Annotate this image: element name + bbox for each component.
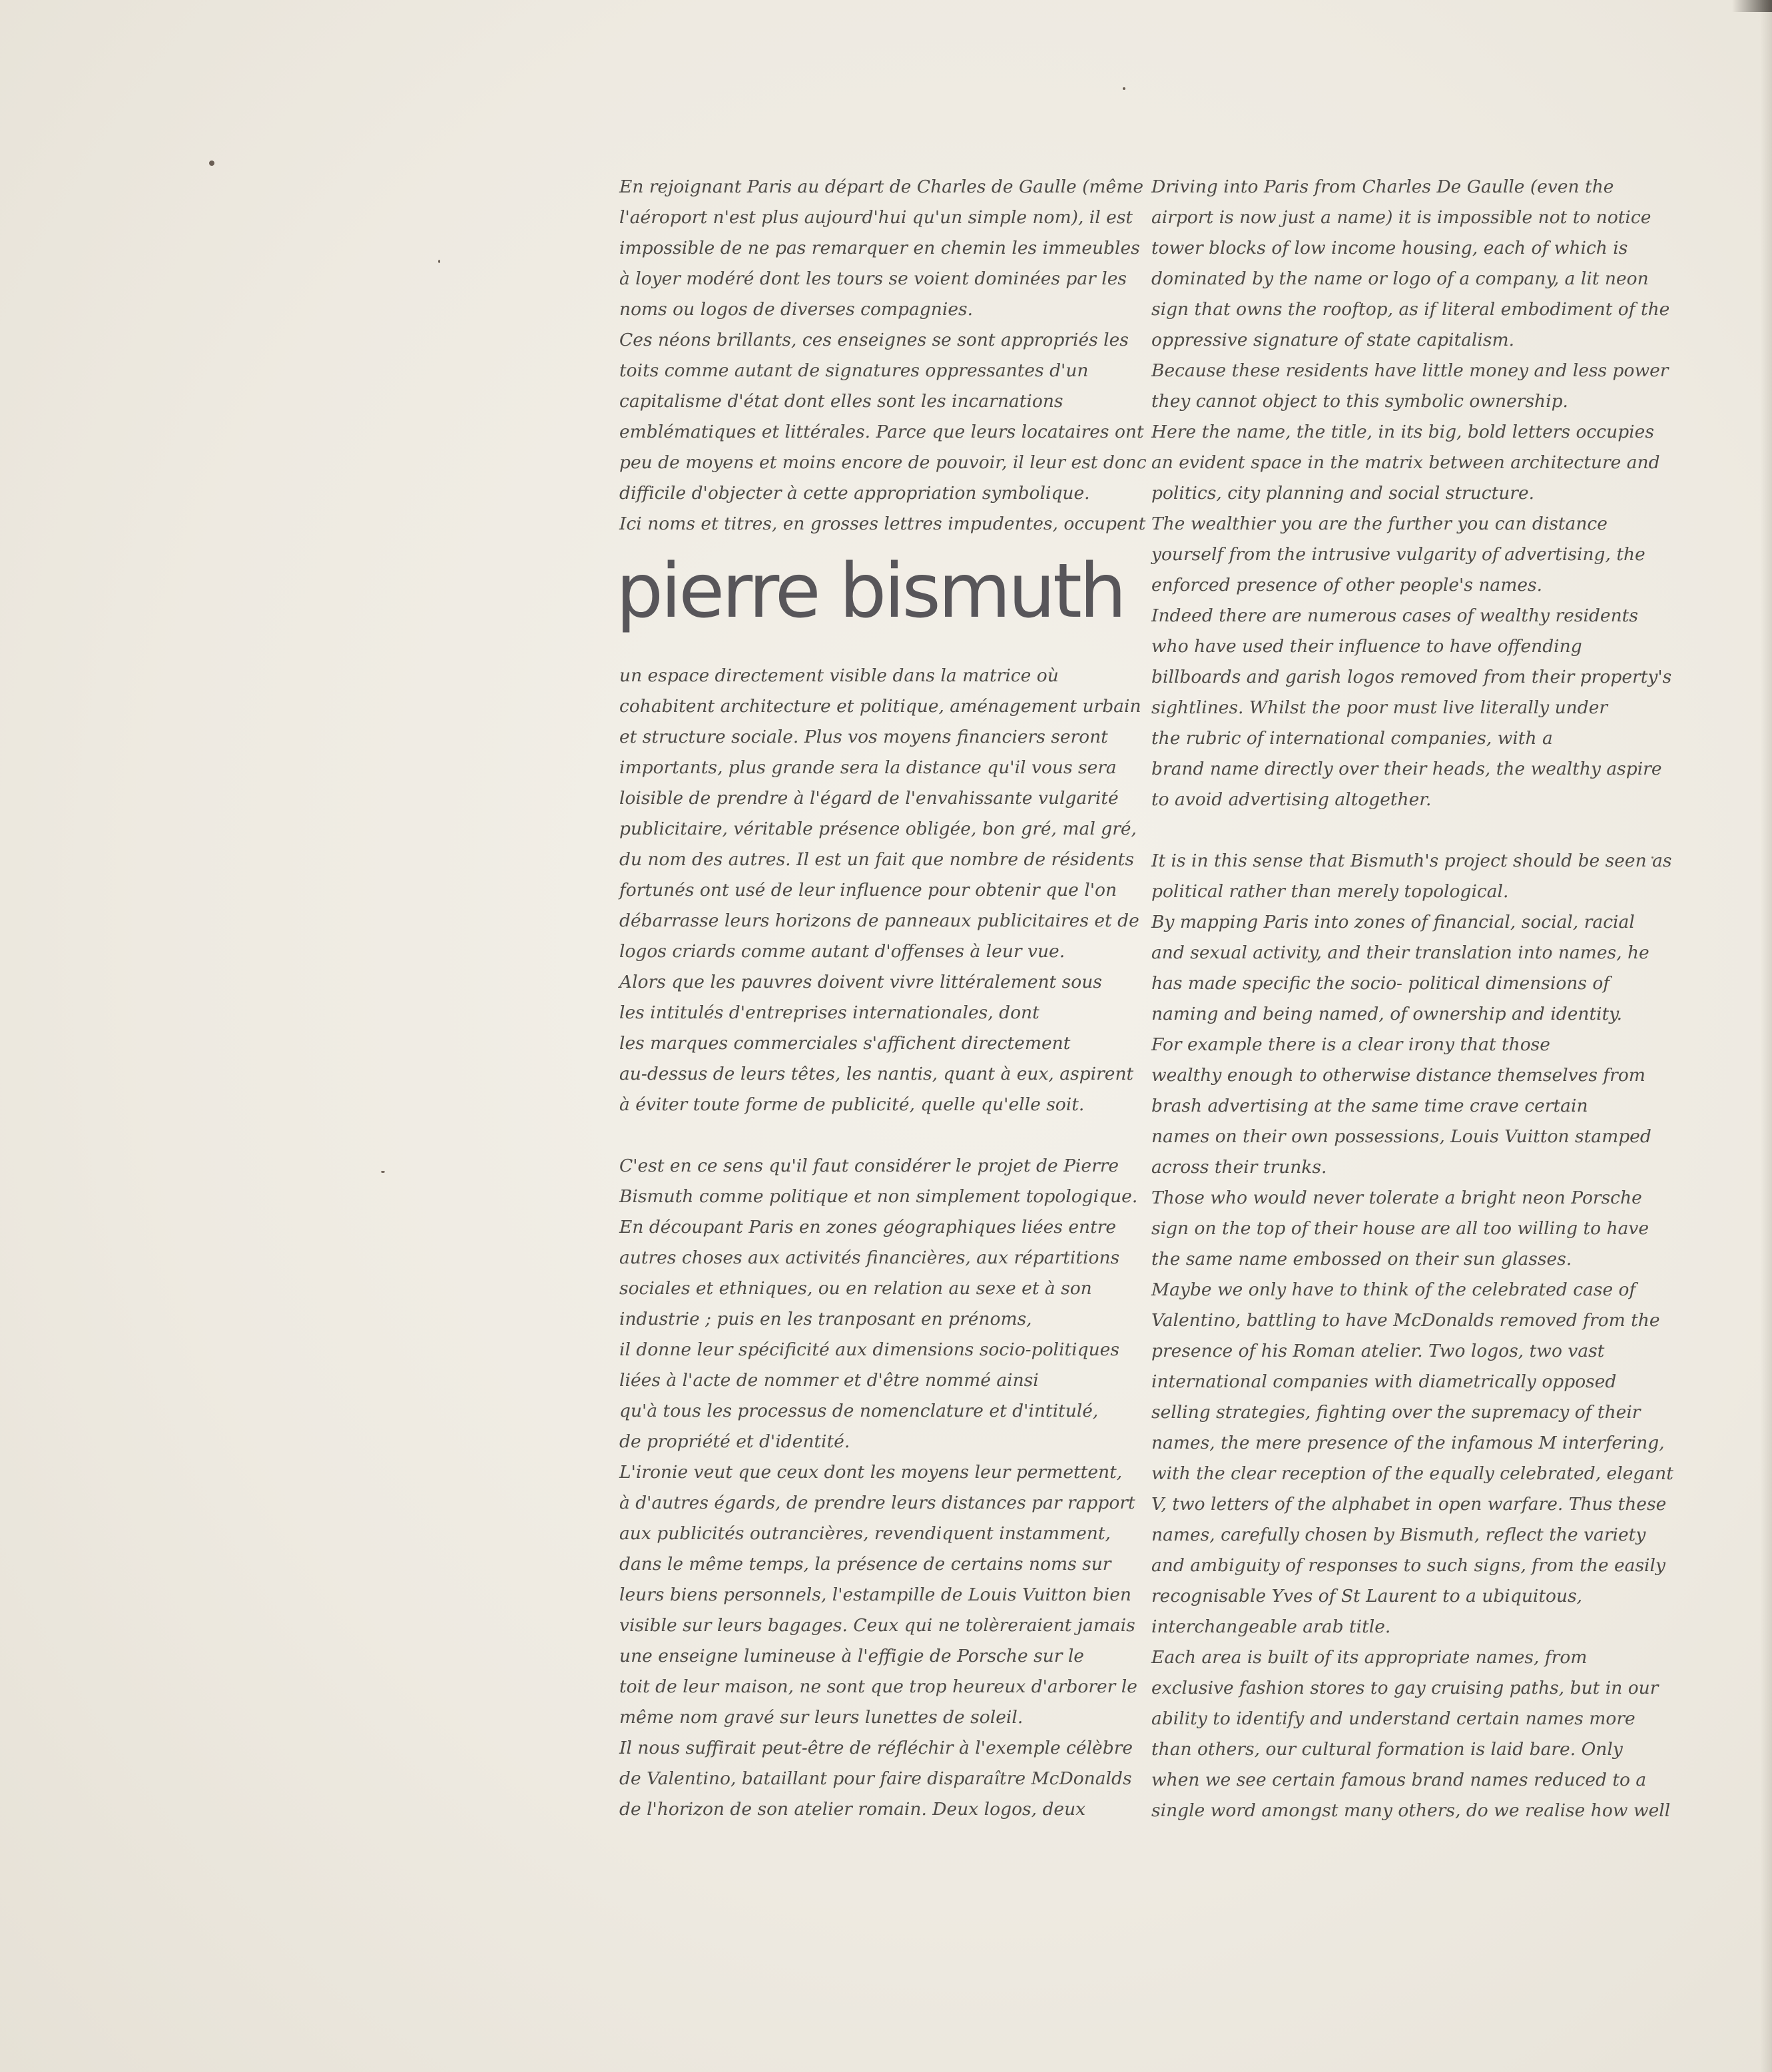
text-line: à éviter toute forme de publicité, quelle qu'elle soit. bbox=[619, 1094, 1085, 1115]
text-line: names on their own possessions, Louis Vuitton stamped bbox=[1151, 1126, 1651, 1147]
text-line: brand name directly over their heads, the wealthy aspire bbox=[1151, 759, 1662, 779]
text-line: cohabitent architecture et politique, aménagement urbain bbox=[619, 696, 1141, 717]
text-line: à loyer modéré dont les tours se voient dominées par les bbox=[619, 268, 1127, 289]
text-line: enforced presence of other people's names. bbox=[1151, 575, 1543, 595]
text-line: Il nous suffirait peut-être de réfléchir à l'exemple célèbre bbox=[619, 1738, 1133, 1758]
artist-name-title: pierre bismuth bbox=[616, 548, 1124, 635]
text-line: une enseigne lumineuse à l'effigie de Porsche sur le bbox=[619, 1646, 1084, 1666]
text-line: has made specific the socio- political dimensions of bbox=[1151, 973, 1610, 994]
text-line: selling strategies, fighting over the supremacy of their bbox=[1151, 1402, 1641, 1423]
text-line: presence of his Roman atelier. Two logos, two vast bbox=[1151, 1341, 1605, 1361]
text-line: visible sur leurs bagages. Ceux qui ne tolèreraient jamais bbox=[619, 1615, 1135, 1636]
text-line: and ambiguity of responses to such signs, from the easily bbox=[1151, 1555, 1665, 1576]
text-line: Because these residents have little money and less power bbox=[1151, 360, 1669, 381]
text-line: leurs biens personnels, l'estampille de Louis Vuitton bien bbox=[619, 1584, 1131, 1605]
text-line: En rejoignant Paris au départ de Charles de Gaulle (même bbox=[619, 176, 1144, 197]
text-line: Each area is built of its appropriate names, from bbox=[1151, 1647, 1588, 1668]
paper-speck bbox=[381, 1171, 385, 1173]
text-line: to avoid advertising altogether. bbox=[1151, 789, 1432, 810]
text-line: impossible de ne pas remarquer en chemin les immeubles bbox=[619, 238, 1140, 258]
text-line: For example there is a clear irony that those bbox=[1151, 1034, 1550, 1055]
text-line: sign that owns the rooftop, as if literal embodiment of the bbox=[1151, 299, 1670, 320]
text-line: les marques commerciales s'affichent directement bbox=[619, 1033, 1071, 1054]
text-line: En découpant Paris en zones géographiques liées entre bbox=[619, 1217, 1117, 1237]
text-line: naming and being named, of ownership and identity. bbox=[1151, 1004, 1623, 1024]
text-line: C'est en ce sens qu'il faut considérer le projet de Pierre bbox=[619, 1156, 1119, 1176]
french-text-column-top bbox=[619, 172, 1147, 539]
text-line: the rubric of international companies, with a bbox=[1151, 728, 1553, 749]
text-line: airport is now just a name) it is impossible not to notice bbox=[1151, 207, 1651, 228]
text-line: international companies with diametrically opposed bbox=[1151, 1371, 1617, 1392]
text-line: qu'à tous les processus de nomenclature et d'intitulé, bbox=[619, 1401, 1099, 1421]
text-line: names, the mere presence of the infamous M interfering, bbox=[1151, 1433, 1665, 1453]
text-line: exclusive fashion stores to gay cruising paths, but in our bbox=[1151, 1678, 1659, 1698]
text-line: publicitaire, véritable présence obligée, bon gré, mal gré, bbox=[619, 819, 1137, 839]
text-line: than others, our cultural formation is laid bare. Only bbox=[1151, 1739, 1623, 1760]
text-line: brash advertising at the same time crave certain bbox=[1151, 1096, 1588, 1116]
text-line: sightlines. Whilst the poor must live literally under bbox=[1151, 697, 1608, 718]
text-line: Driving into Paris from Charles De Gaulle (even the bbox=[1151, 176, 1614, 197]
text-line: yourself from the intrusive vulgarity of advertising, the bbox=[1151, 544, 1645, 565]
text-line: Here the name, the title, in its big, bold letters occupies bbox=[1151, 422, 1654, 442]
text-line: à d'autres égards, de prendre leurs distances par rapport bbox=[619, 1493, 1135, 1513]
text-line: sociales et ethniques, ou en relation au sexe et à son bbox=[619, 1278, 1092, 1299]
text-line: Valentino, battling to have McDonalds removed from the bbox=[1151, 1310, 1660, 1331]
english-text-column bbox=[1151, 172, 1673, 1826]
french-text-column-bottom bbox=[619, 661, 1141, 1825]
text-line: au-dessus de leurs têtes, les nantis, quant à eux, aspirent bbox=[619, 1064, 1134, 1084]
text-line: de Valentino, bataillant pour faire disparaître McDonalds bbox=[619, 1768, 1132, 1789]
text-line: single word amongst many others, do we realise how well bbox=[1151, 1800, 1671, 1821]
text-line: peu de moyens et moins encore de pouvoir, il leur est donc bbox=[619, 452, 1147, 473]
text-line: débarrasse leurs horizons de panneaux publicitaires et de bbox=[619, 910, 1139, 931]
text-line: toit de leur maison, ne sont que trop heureux d'arborer le bbox=[619, 1676, 1137, 1697]
text-line: V, two letters of the alphabet in open warfare. Thus these bbox=[1151, 1494, 1667, 1515]
text-line: ability to identify and understand certain names more bbox=[1151, 1708, 1635, 1729]
text-line: un espace directement visible dans la matrice où bbox=[619, 665, 1059, 686]
text-line: when we see certain famous brand names reduced to a bbox=[1151, 1770, 1647, 1790]
text-line: with the clear reception of the equally celebrated, elegant bbox=[1151, 1463, 1673, 1484]
text-line: sign on the top of their house are all too willing to have bbox=[1151, 1218, 1649, 1239]
text-line: political rather than merely topological. bbox=[1151, 881, 1509, 902]
text-line: Indeed there are numerous cases of wealthy residents bbox=[1151, 605, 1638, 626]
text-line: loisible de prendre à l'égard de l'envahissante vulgarité bbox=[619, 788, 1119, 809]
text-line: autres choses aux activités financières, aux répartitions bbox=[619, 1247, 1120, 1268]
paper-speck bbox=[438, 260, 440, 263]
text-line: industrie ; puis en les tranposant en prénoms, bbox=[619, 1309, 1032, 1329]
text-line: who have used their influence to have offending bbox=[1151, 636, 1582, 657]
text-line: Alors que les pauvres doivent vivre littéralement sous bbox=[619, 972, 1102, 992]
text-line: billboards and garish logos removed from their property's bbox=[1151, 667, 1672, 687]
text-line: the same name embossed on their sun glasses. bbox=[1151, 1249, 1572, 1269]
text-line: across their trunks. bbox=[1151, 1157, 1327, 1178]
text-line: aux publicités outrancières, revendiquent instamment, bbox=[619, 1523, 1111, 1544]
text-line: de l'horizon de son atelier romain. Deux logos, deux bbox=[619, 1799, 1086, 1820]
text-line: toits comme autant de signatures oppressantes d'un bbox=[619, 360, 1089, 381]
text-line: The wealthier you are the further you can distance bbox=[1151, 514, 1608, 534]
text-line: noms ou logos de diverses compagnies. bbox=[619, 299, 974, 320]
text-line: capitalisme d'état dont elles sont les incarnations bbox=[619, 391, 1063, 412]
text-line: they cannot object to this symbolic ownership. bbox=[1151, 391, 1568, 412]
text-line: emblématiques et littérales. Parce que leurs locataires ont bbox=[619, 422, 1144, 442]
text-line: names, carefully chosen by Bismuth, reflect the variety bbox=[1151, 1525, 1646, 1545]
text-line: dans le même temps, la présence de certains noms sur bbox=[619, 1554, 1111, 1574]
text-line: oppressive signature of state capitalism. bbox=[1151, 330, 1514, 350]
text-line: politics, city planning and social structure. bbox=[1151, 483, 1535, 504]
text-line: importants, plus grande sera la distance qu'il vous sera bbox=[619, 757, 1117, 778]
text-line: fortunés ont usé de leur influence pour obtenir que l'on bbox=[619, 880, 1117, 900]
text-line: liées à l'acte de nommer et d'être nommé ainsi bbox=[619, 1370, 1039, 1391]
text-line: Maybe we only have to think of the celebrated case of bbox=[1151, 1279, 1636, 1300]
text-line: dominated by the name or logo of a company, a lit neon bbox=[1151, 268, 1649, 289]
paragraph-gap bbox=[619, 1120, 1141, 1151]
text-line: Ces néons brillants, ces enseignes se sont appropriés les bbox=[619, 330, 1129, 350]
text-line: et structure sociale. Plus vos moyens financiers seront bbox=[619, 727, 1108, 747]
text-line: wealthy enough to otherwise distance themselves from bbox=[1151, 1065, 1645, 1086]
text-line: By mapping Paris into zones of financial, social, racial bbox=[1151, 912, 1635, 932]
text-line: Bismuth comme politique et non simplement topologique. bbox=[619, 1186, 1138, 1207]
text-line: recognisable Yves of St Laurent to a ubiquitous, bbox=[1151, 1586, 1583, 1606]
text-line: It is in this sense that Bismuth's project should be seen as bbox=[1151, 851, 1672, 871]
text-line: Ici noms et titres, en grosses lettres impudentes, occupent bbox=[619, 514, 1146, 534]
text-line: tower blocks of low income housing, each of which is bbox=[1151, 238, 1628, 258]
paragraph-gap bbox=[1151, 815, 1673, 846]
text-line: L'ironie veut que ceux dont les moyens leur permettent, bbox=[619, 1462, 1123, 1483]
text-line: difficile d'objecter à cette appropriation symbolique. bbox=[619, 483, 1090, 504]
page-edge-shadow bbox=[1760, 0, 1772, 2072]
text-line: les intitulés d'entreprises internationales, dont bbox=[619, 1002, 1039, 1023]
text-line: même nom gravé sur leurs lunettes de soleil. bbox=[619, 1707, 1024, 1728]
text-line: il donne leur spécificité aux dimensions socio-politiques bbox=[619, 1339, 1119, 1360]
text-line: logos criards comme autant d'offenses à leur vue. bbox=[619, 941, 1065, 962]
text-line: de propriété et d'identité. bbox=[619, 1431, 850, 1452]
text-line: du nom des autres. Il est un fait que nombre de résidents bbox=[619, 849, 1134, 870]
page-corner-wear bbox=[1732, 0, 1772, 12]
text-line: Those who would never tolerate a bright neon Porsche bbox=[1151, 1188, 1642, 1208]
text-line: and sexual activity, and their translation into names, he bbox=[1151, 942, 1649, 963]
paper-speck bbox=[209, 161, 214, 166]
paper-speck bbox=[1123, 87, 1125, 90]
text-line: an evident space in the matrix between architecture and bbox=[1151, 452, 1660, 473]
text-line: l'aéroport n'est plus aujourd'hui qu'un simple nom), il est bbox=[619, 207, 1133, 228]
text-line: interchangeable arab title. bbox=[1151, 1616, 1391, 1637]
